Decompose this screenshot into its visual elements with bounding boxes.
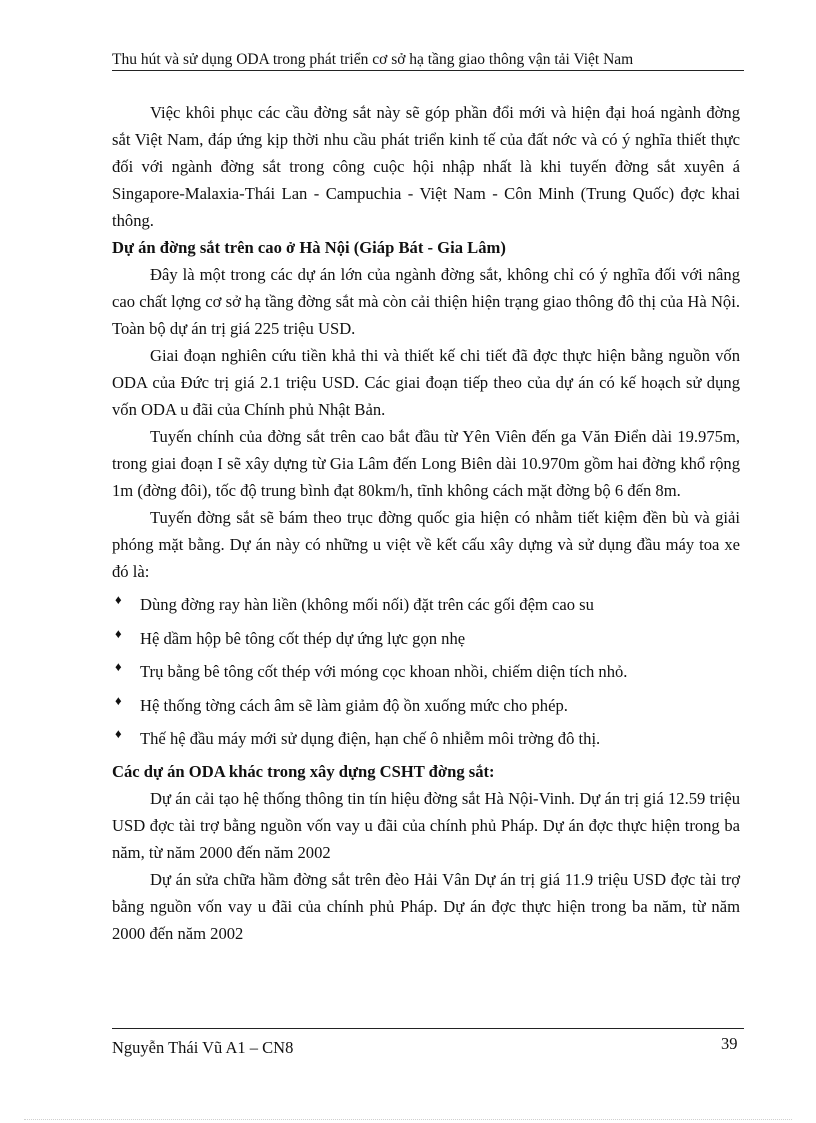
page-number: 39: [721, 1034, 738, 1053]
paragraph: Đây là một trong các dự án lớn của ngành đờng sắt, không chỉ có ý nghĩa đối với nâng cao chất lợng cơ sở hạ tầng đờng sắt mà còn cải thiện hiện trạng giao thông đô thị của Hà Nội. Toàn bộ dự án trị giá 225 triệu USD.: [112, 265, 740, 338]
list-item: [112, 588, 740, 622]
section-heading: Dự án đờng sắt trên cao ở Hà Nội (Giáp Bát - Gia Lâm): [112, 238, 506, 257]
footer-author: Nguyễn Thái Vũ A1 – CN8: [112, 1038, 294, 1057]
page-body: [112, 99, 740, 947]
paragraph: Tuyến chính của đờng sắt trên cao bắt đầu từ Yên Viên đến ga Văn Điển dài 19.975m, trong giai đoạn I sẽ xây dựng từ Gia Lâm đến Long Biên dài 10.970m gồm hai đờng khổ rộng 1m (đờng đôi), tốc độ trung bình đạt 80km/h, tĩnh không cách mặt đờng bộ 6 đến 8m.: [112, 427, 740, 500]
list-item: [112, 655, 740, 689]
list-item: [112, 722, 740, 756]
header-rule: [112, 70, 744, 71]
list-item-text: Trụ bằng bê tông cốt thép với móng cọc khoan nhồi, chiếm diện tích nhỏ.: [140, 662, 628, 681]
paragraph: Giai đoạn nghiên cứu tiền khả thi và thiết kế chi tiết đã đợc thực hiện bằng nguồn vốn ODA của Đức trị giá 2.1 triệu USD. Các giai đoạn tiếp theo của dự án có kế hoạch sử dụng vốn ODA u đãi của Chính phủ Nhật Bản.: [112, 346, 740, 419]
paragraph: Tuyến đờng sắt sẽ bám theo trục đờng quốc gia hiện có nhằm tiết kiệm đền bù và giải phóng mặt bằng. Dự án này có những u việt về kết cấu xây dựng và sử dụng đầu máy toa xe đó là:: [112, 508, 740, 581]
list-item: [112, 689, 740, 723]
list-item-text: Hệ thống tờng cách âm sẽ làm giảm độ ồn xuống mức cho phép.: [140, 695, 568, 715]
paragraph: Dự án sửa chữa hầm đờng sắt trên đèo Hải Vân Dự án trị giá 11.9 triệu USD đợc tài trợ bằng nguồn vốn vay u đãi của chính phủ Pháp. Dự án đợc thực hiện trong ba năm, từ năm 2000 đến năm 2002: [112, 869, 740, 943]
diamond-bullet-icon: ♦: [115, 625, 122, 641]
paragraph: Việc khôi phục các cầu đờng sắt này sẽ góp phần đổi mới và hiện đại hoá ngành đờng sắt Việt Nam, đáp ứng kịp thời nhu cầu phát triển kinh tế của đất nớc và có ý nghĩa thiết thực đối với ngành đờng sắt trong công cuộc hội nhập nhất là khi tuyến đờng sắt xuyên á Singapore-Malaxia-Thái Lan - Campuchia - Việt Nam - Côn Minh (Trung Quốc) đợc khai thông.: [112, 103, 740, 230]
section-heading: Các dự án ODA khác trong xây dựng CSHT đờng sắt:: [112, 761, 495, 781]
diamond-bullet-icon: ♦: [115, 726, 122, 741]
list-item-text: Dùng đờng ray hàn liền (không mối nối) đặt trên các gối đệm cao su: [140, 595, 594, 614]
list-item: [112, 622, 740, 656]
diamond-bullet-icon: ♦: [115, 659, 122, 674]
running-header: Thu hút và sử dụng ODA trong phát triển cơ sở hạ tầng giao thông vận tải Việt Nam: [112, 51, 634, 68]
diamond-bullet-icon: ♦: [115, 692, 122, 708]
bullet-list: [112, 588, 740, 756]
paragraph: Dự án cải tạo hệ thống thông tin tín hiệu đờng sắt Hà Nội-Vinh. Dự án trị giá 12.59 triệu USD đợc tài trợ bằng nguồn vốn vay u đãi của chính phủ Pháp. Dự án đợc thực hiện trong ba năm, từ năm 2000 đến năm 2002: [112, 788, 740, 862]
list-item-text: Thế hệ đầu máy mới sử dụng điện, hạn chế ô nhiễm môi trờng đô thị.: [140, 729, 601, 748]
page-edge-dots: [24, 1119, 792, 1120]
list-item-text: Hệ dầm hộp bê tông cốt thép dự ứng lực gọn nhẹ: [140, 628, 466, 648]
footer-rule: [112, 1028, 744, 1029]
diamond-bullet-icon: ♦: [115, 592, 122, 607]
